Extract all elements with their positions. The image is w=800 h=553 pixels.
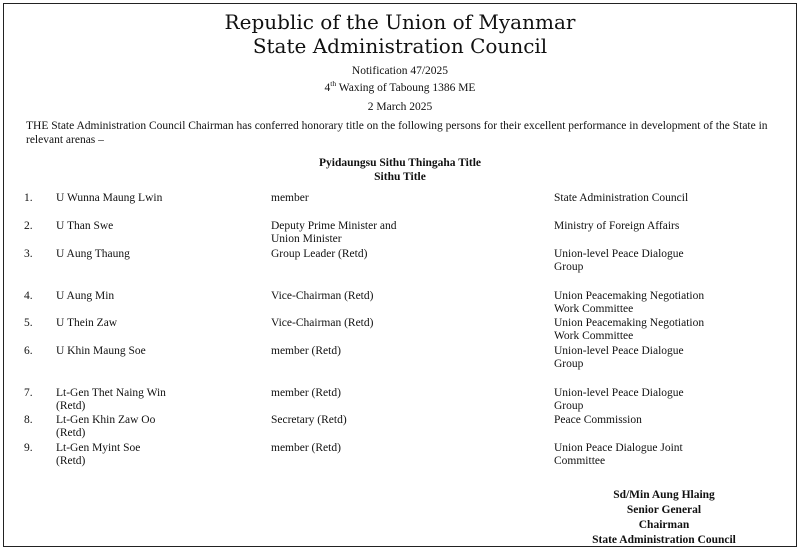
person-organization-line: Ministry of Foreign Affairs xyxy=(554,220,680,232)
person-organization-line: Group xyxy=(554,400,584,412)
person-name xyxy=(56,317,256,330)
item-number: 4. xyxy=(24,290,33,302)
person-position-line: Union Minister xyxy=(271,233,342,245)
person-organization-line: Peace Commission xyxy=(554,414,642,426)
person-organization xyxy=(554,387,789,413)
gregorian-date: 2 March 2025 xyxy=(367,101,433,113)
person-organization xyxy=(554,442,789,468)
person-name xyxy=(56,248,256,261)
person-organization xyxy=(554,317,789,343)
person-position xyxy=(271,248,531,261)
person-name xyxy=(56,290,256,303)
person-position-line: Group Leader (Retd) xyxy=(271,248,368,260)
item-number: 8. xyxy=(24,414,33,426)
person-position xyxy=(271,442,531,455)
person-organization-line: Union-level Peace Dialogue xyxy=(554,248,684,260)
person-name xyxy=(56,387,256,413)
person-organization xyxy=(554,220,789,233)
person-position-line: member (Retd) xyxy=(271,345,341,357)
person-name xyxy=(56,345,256,358)
person-position xyxy=(271,220,531,246)
lunar-date-ordinal: 4 xyxy=(324,82,331,94)
person-name-line: U Aung Thaung xyxy=(56,248,130,260)
person-organization-line: State Administration Council xyxy=(554,192,689,204)
signature-block xyxy=(544,488,784,548)
signature-org: State Administration Council xyxy=(592,534,736,546)
person-position xyxy=(271,345,531,358)
person-organization xyxy=(554,345,789,371)
notification-document xyxy=(3,3,797,547)
document-title-line2: State Administration Council xyxy=(252,34,548,58)
person-organization-line: Union-level Peace Dialogue xyxy=(554,387,684,399)
person-organization-line: Union Peace Dialogue Joint xyxy=(554,442,683,454)
person-name-line: Lt-Gen Khin Zaw Oo xyxy=(56,414,156,426)
item-number: 7. xyxy=(24,387,33,399)
person-organization-line: Work Committee xyxy=(554,330,634,342)
person-position xyxy=(271,387,531,400)
intro-paragraph: THE State Administration Council Chairman has conferred honorary title on the following persons for their excellent performance in development of the State in relevant arenas – xyxy=(26,120,768,146)
signature-role: Chairman xyxy=(638,519,690,531)
title-heading-2: Sithu Title xyxy=(374,171,426,183)
person-organization xyxy=(554,192,789,205)
person-name-line: (Retd) xyxy=(56,455,86,467)
person-name-line: Lt-Gen Myint Soe xyxy=(56,442,141,454)
lunar-date xyxy=(4,81,796,95)
person-position-line: member xyxy=(271,192,309,204)
person-position-line: Vice-Chairman (Retd) xyxy=(271,290,374,302)
item-number: 2. xyxy=(24,220,33,232)
lunar-date-suffix: th xyxy=(330,79,337,89)
person-name xyxy=(56,414,256,440)
person-name-line: U Aung Min xyxy=(56,290,115,302)
person-position-line: Vice-Chairman (Retd) xyxy=(271,317,374,329)
item-number: 5. xyxy=(24,317,33,329)
person-position-line: member (Retd) xyxy=(271,387,341,399)
person-organization-line: Committee xyxy=(554,455,606,467)
person-position-line: member (Retd) xyxy=(271,442,341,454)
person-organization-line: Group xyxy=(554,358,584,370)
person-name xyxy=(56,220,256,233)
person-organization xyxy=(554,290,789,316)
person-organization xyxy=(554,414,789,427)
person-position-line: Secretary (Retd) xyxy=(271,414,347,426)
signature-rank: Senior General xyxy=(626,504,702,516)
person-position xyxy=(271,192,531,205)
item-number: 6. xyxy=(24,345,33,357)
person-organization-line: Group xyxy=(554,261,584,273)
person-organization-line: Union Peacemaking Negotiation xyxy=(554,290,705,302)
person-name-line: Lt-Gen Thet Naing Win xyxy=(56,387,166,399)
person-name-line: U Thein Zaw xyxy=(56,317,118,329)
item-number: 3. xyxy=(24,248,33,260)
person-name-line: U Khin Maung Soe xyxy=(56,345,146,357)
person-organization-line: Union-level Peace Dialogue xyxy=(554,345,684,357)
person-position-line: Deputy Prime Minister and xyxy=(271,220,397,232)
person-position xyxy=(271,290,531,303)
person-position xyxy=(271,414,531,427)
item-number: 9. xyxy=(24,442,33,454)
person-position xyxy=(271,317,531,330)
document-title-line1: Republic of the Union of Myanmar xyxy=(224,10,576,34)
person-name-line: (Retd) xyxy=(56,400,86,412)
person-organization-line: Union Peacemaking Negotiation xyxy=(554,317,705,329)
person-name-line: U Wunna Maung Lwin xyxy=(56,192,163,204)
person-name xyxy=(56,442,256,468)
item-number: 1. xyxy=(24,192,33,204)
notification-number: Notification 47/2025 xyxy=(351,65,449,77)
person-organization xyxy=(554,248,789,274)
lunar-date-rest: Waxing of Taboung 1386 ME xyxy=(336,82,476,94)
signature-name: Sd/Min Aung Hlaing xyxy=(613,489,715,501)
person-name xyxy=(56,192,256,205)
person-organization-line: Work Committee xyxy=(554,303,634,315)
title-heading-1: Pyidaungsu Sithu Thingaha Title xyxy=(318,157,482,169)
person-name-line: (Retd) xyxy=(56,427,86,439)
person-name-line: U Than Swe xyxy=(56,220,114,232)
